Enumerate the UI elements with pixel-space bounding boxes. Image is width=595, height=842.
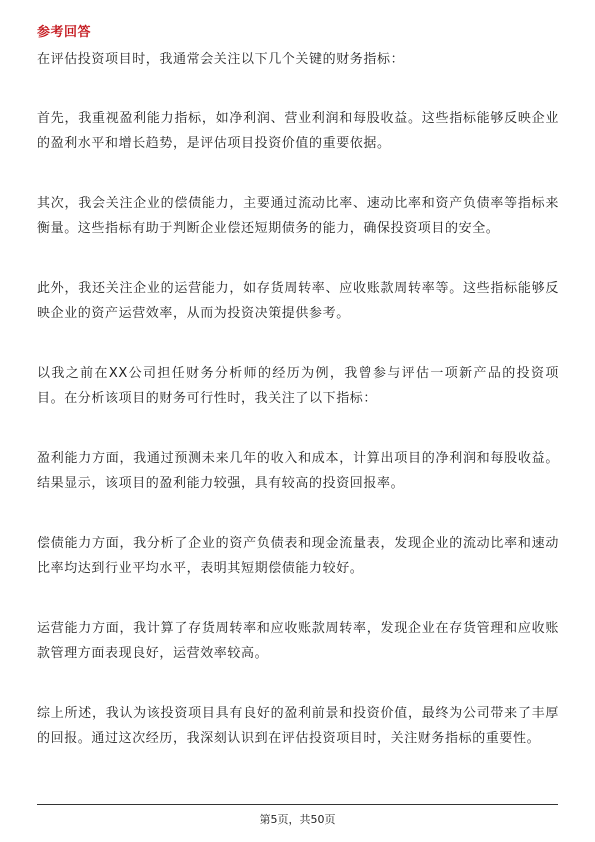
paragraph-operations-analysis: 运营能力方面，我计算了存货周转率和应收账款周转率，发现企业在存货管理和应收账款管理方面表现良好，运营效率较高。 — [37, 621, 559, 661]
page-number: 第5页，共50页 — [259, 813, 336, 826]
paragraph-profit-analysis: 盈利能力方面，我通过预测未来几年的收入和成本，计算出项目的净利润和每股收益。结果显示，该项目的盈利能力较强，具有较高的投资回报率。 — [37, 451, 559, 491]
paragraph-intro: 在评估投资项目时，我通常会关注以下几个关键的财务指标： — [37, 52, 405, 67]
paragraph-profitability: 首先，我重视盈利能力指标，如净利润、营业利润和每股收益。这些指标能够反映企业的盈利水平和增长趋势，是评估项目投资价值的重要依据。 — [37, 111, 559, 151]
paragraph-solvency-analysis: 偿债能力方面，我分析了企业的资产负债表和现金流量表，发现企业的流动比率和速动比率均达到行业平均水平，表明其短期偿债能力较好。 — [37, 536, 559, 576]
paragraph-solvency: 其次，我会关注企业的偿债能力，主要通过流动比率、速动比率和资产负债率等指标来衡量。这些指标有助于判断企业偿还短期债务的能力，确保投资项目的安全。 — [37, 196, 559, 236]
paragraph-operations: 此外，我还关注企业的运营能力，如存货周转率、应收账款周转率等。这些指标能够反映企业的资产运营效率，从而为投资决策提供参考。 — [37, 281, 559, 321]
paragraph-experience: 以我之前在XX公司担任财务分析师的经历为例，我曾参与评估一项新产品的投资项目。在分析该项目的财务可行性时，我关注了以下指标： — [37, 366, 559, 406]
answer-heading: 参考回答 — [37, 25, 92, 40]
paragraph-conclusion: 综上所述，我认为该投资项目具有良好的盈利前景和投资价值，最终为公司带来了丰厚的回报。通过这次经历，我深刻认识到在评估投资项目时，关注财务指标的重要性。 — [37, 706, 559, 746]
footer-divider — [37, 804, 558, 805]
